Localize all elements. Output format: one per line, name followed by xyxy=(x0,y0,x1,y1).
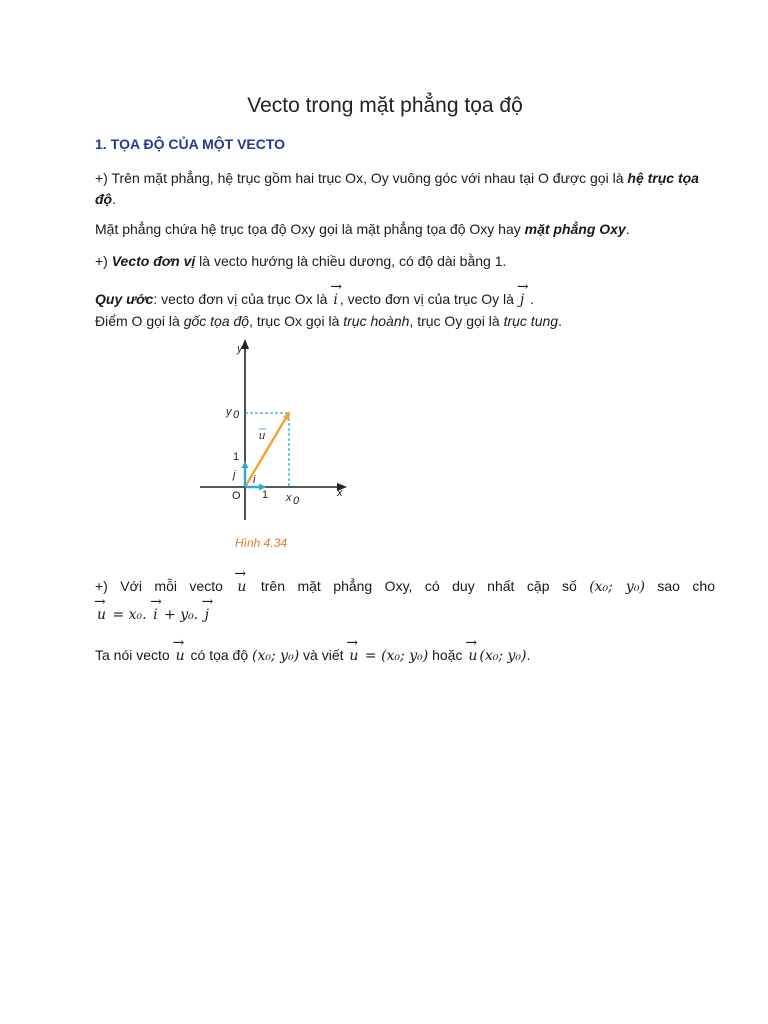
label-j: j xyxy=(233,469,236,481)
text: , trục Ox gọi là xyxy=(249,313,344,329)
text: Mặt phẳng chứa hệ trục tọa độ Oxy gọi là mặt phẳng tọa độ Oxy hay xyxy=(95,221,525,237)
bold-term: mặt phẳng Oxy xyxy=(524,221,626,237)
text: sao cho xyxy=(644,578,715,594)
paragraph-vector-pair xyxy=(95,576,715,598)
unit-vector-j-arrow xyxy=(242,461,249,468)
label-y0: y xyxy=(226,406,232,418)
paragraph-unit-vector xyxy=(95,251,715,272)
vector-u: → u xyxy=(174,646,187,667)
text: Ta nói vecto xyxy=(95,647,174,663)
paragraph-origin xyxy=(95,311,715,332)
text: . xyxy=(558,313,562,329)
text: . xyxy=(526,647,531,663)
label-y: y xyxy=(237,343,243,355)
vector-i: → i xyxy=(151,605,159,626)
text: Điểm O gọi là xyxy=(95,313,184,329)
text: . xyxy=(112,191,116,207)
text: +) Trên mặt phẳng, hệ trục gồm hai trục Ox, Oy vuông góc với nhau tại O được gọi là xyxy=(95,170,628,186)
label-x0-sub: 0 xyxy=(293,495,300,507)
vector-j: → j xyxy=(518,290,526,311)
label-u: u xyxy=(259,430,266,442)
vector-u: → u xyxy=(466,646,479,667)
paragraph-coordinates-notation xyxy=(95,645,715,667)
equation-decomposition xyxy=(95,604,715,626)
bold-term: hệ trục tọa độ xyxy=(95,170,699,207)
vector-j: → j xyxy=(203,605,211,626)
text: trên mặt phẳng Oxy, có duy nhất cặp số xyxy=(248,578,590,594)
text: là vecto hướng là chiều dương, có độ dài bằng 1. xyxy=(195,253,507,269)
coordinate-pair: (x₀; y₀) xyxy=(479,648,527,664)
vector-u-line xyxy=(245,416,287,487)
text: hoặc xyxy=(428,647,467,663)
label-x: x xyxy=(337,487,343,499)
label-one-x: 1 xyxy=(262,489,269,501)
vector-u: → u xyxy=(235,577,248,598)
italic-term: trục tung xyxy=(503,313,559,329)
italic-term: gốc tọa độ xyxy=(183,313,250,329)
label-i: i xyxy=(253,474,256,486)
italic-term: trục hoành xyxy=(343,313,410,329)
bold-term: Vecto đơn vị xyxy=(111,253,196,269)
text: có tọa độ xyxy=(186,647,253,663)
paragraph-coordinate-system xyxy=(95,168,715,210)
text: , trục Oy gọi là xyxy=(409,313,504,329)
label-one-y: 1 xyxy=(233,451,240,463)
text: và viết xyxy=(299,647,348,663)
vector-i: → i xyxy=(331,290,339,311)
vector-u: → u xyxy=(347,646,360,667)
coordinate-figure xyxy=(195,335,355,555)
equation-part: = x₀. xyxy=(108,607,152,623)
text: +) Với mỗi vecto xyxy=(95,578,236,594)
text: : vecto đơn vị của trục Ox là xyxy=(153,291,332,307)
vector-u: → u xyxy=(95,605,108,626)
label-y0-sub: 0 xyxy=(233,409,240,421)
text: , vecto đơn vị của trục Oy là xyxy=(339,291,518,307)
text: . xyxy=(625,221,630,237)
coordinate-pair: (x₀; y₀) xyxy=(252,648,300,664)
figure-caption: Hình 4.34 xyxy=(235,536,288,550)
text: . xyxy=(530,291,534,307)
label-x0: x xyxy=(286,492,292,504)
coordinate-pair: (x₀; y₀) xyxy=(589,579,645,595)
page-title: Vecto trong mặt phẳng tọa độ xyxy=(247,94,523,117)
paragraph-plane-oxy xyxy=(95,219,715,240)
text: +) xyxy=(95,253,112,269)
bold-term: Quy ước xyxy=(95,291,154,307)
section-heading: 1. TỌA ĐỘ CỦA MỘT VECTO xyxy=(95,136,286,152)
equation-part: = (x₀; y₀) xyxy=(360,648,429,664)
label-origin: O xyxy=(232,490,241,502)
equation-part: + y₀. xyxy=(159,607,203,623)
paragraph-convention xyxy=(95,289,715,311)
